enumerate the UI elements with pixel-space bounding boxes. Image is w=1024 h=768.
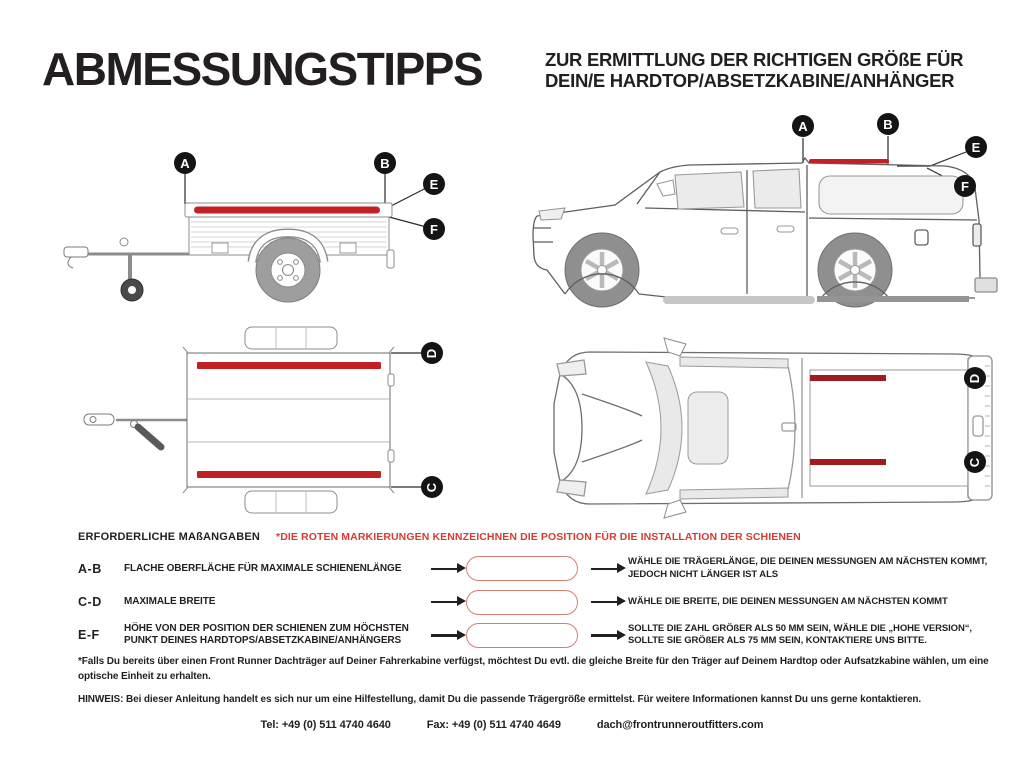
running-board (663, 296, 815, 304)
required-measures-heading: ERFORDERLICHE MAßANGABEN (78, 531, 261, 543)
contact-fax: Fax: +49 (0) 511 4740 4649 (426, 719, 561, 731)
row-ab-description: FLACHE OBERFLÄCHE FÜR MAXIMALE SCHIENENLÄNGE (124, 562, 402, 574)
arrow-right-icon (431, 601, 458, 604)
tail-light (387, 250, 394, 268)
row-ef-instruction: SOLLTE DIE ZAHL GRÖßER ALS 50 MM SEIN, WÄHLE DIE „HOHE VERSION“, SOLLTE SIE GRÖßER ALS 75 MM SEIN, KONTAKTIERE UNS BITTE. (628, 622, 972, 647)
rail-marking-red-stripe (197, 471, 381, 478)
leader-lines (391, 353, 421, 487)
hitch-coupler (64, 247, 88, 257)
row-ef-description: HÖHE VON DER POSITION DER SCHIENEN ZUM HÖCHSTEN PUNKT DEINES HARDTOPS/ABSETZKABINE/ANHÄNGERS (124, 622, 409, 647)
hitch-coupler-top (84, 414, 114, 425)
trailer-wheel (256, 238, 320, 302)
marker-e-truck-side: E (965, 136, 987, 158)
asterisk-footnote: *Falls Du bereits über einen Front Runner Dachträger auf Deiner Fahrerkabine verfügst, möchtest Du evtl. die gleiche Breite für den Träger auf Deinem Hardtop oder Aufsatzkabine wählen, um eine optische Einheit zu erhalten. (78, 656, 989, 682)
measurement-section (78, 531, 994, 648)
truck-top-view-drawing (530, 332, 1010, 525)
marker-c-truck-top: C (964, 451, 986, 473)
rail-marking-red-stripe (810, 459, 886, 465)
marker-b-truck-side: B (877, 113, 899, 135)
under-bed-bar (817, 296, 969, 302)
marker-e-trailer-side: E (423, 173, 445, 195)
marker-f-trailer-side: F (423, 218, 445, 240)
row-ef-key: E-F (78, 628, 100, 643)
truck-wheels (565, 233, 892, 307)
arrow-right-icon (591, 601, 618, 604)
marker-d-trailer-top: D (421, 342, 443, 364)
contact-tel: Tel: +49 (0) 511 4740 4640 (260, 719, 391, 731)
truck-windows (539, 169, 963, 234)
row-ab-value-blank (466, 556, 578, 581)
page-subtitle (545, 50, 963, 92)
marker-a-trailer-side: A (174, 152, 196, 174)
hinweis-note: HINWEIS: Bei dieser Anleitung handelt es sich nur um eine Hilfestellung, damit Du die passende Trägergröße ermittelst. Für weitere Informationen kannst Du uns gerne kontaktieren. (78, 694, 922, 705)
row-cd-value-blank (466, 590, 578, 615)
trailer-side-view-drawing (40, 130, 470, 330)
rail-marking-red-stripe (809, 159, 889, 164)
marker-b-trailer-side: B (374, 152, 396, 174)
row-ab-instruction: WÄHLE DIE TRÄGERLÄNGE, DIE DEINEN MESSUNGEN AM NÄCHSTEN KOMMT, JEDOCH NICHT LÄNGER IST ALS (628, 556, 988, 580)
row-ab-key: A-B (78, 561, 102, 576)
marker-a-truck-side: A (792, 115, 814, 137)
row-ef-value-blank (466, 623, 578, 648)
arrow-right-icon (591, 634, 618, 637)
row-cd-instruction: WÄHLE DIE BREITE, DIE DEINEN MESSUNGEN AM NÄCHSTEN KOMMT (628, 595, 948, 607)
rail-marking-red-stripe (810, 375, 886, 381)
arrow-right-icon (431, 634, 458, 637)
rail-marking-red-stripe (194, 207, 380, 214)
page-title: ABMESSUNGSTIPPS (42, 43, 483, 95)
rail-marking-red-stripe (197, 362, 381, 369)
marker-d-truck-top: D (964, 367, 986, 389)
row-cd-key: C-D (78, 595, 102, 610)
arrow-right-icon (591, 568, 618, 571)
trailer-top-view-drawing (40, 322, 470, 525)
subtitle-line-2: DEIN/E HARDTOP/ABSETZKABINE/ANHÄNGER (545, 69, 955, 91)
truck-side-view-drawing (525, 108, 1015, 330)
marker-f-truck-side: F (954, 175, 976, 197)
row-cd-description: MAXIMALE BREITE (124, 595, 216, 607)
subtitle-line-1: ZUR ERMITTLUNG DER RICHTIGEN GRÖßE FÜR (545, 49, 964, 70)
contact-bar (0, 719, 1024, 731)
contact-email: dach@frontrunneroutfitters.com (596, 719, 764, 731)
red-markings-note: *DIE ROTEN MARKIERUNGEN KENNZEICHNEN DIE POSITION FÜR DIE INSTALLATION DER SCHIENEN (276, 531, 801, 543)
marker-c-trailer-top: C (421, 476, 443, 498)
jockey-handle (138, 427, 161, 447)
arrow-right-icon (431, 568, 458, 571)
truck-top-body (554, 352, 992, 504)
